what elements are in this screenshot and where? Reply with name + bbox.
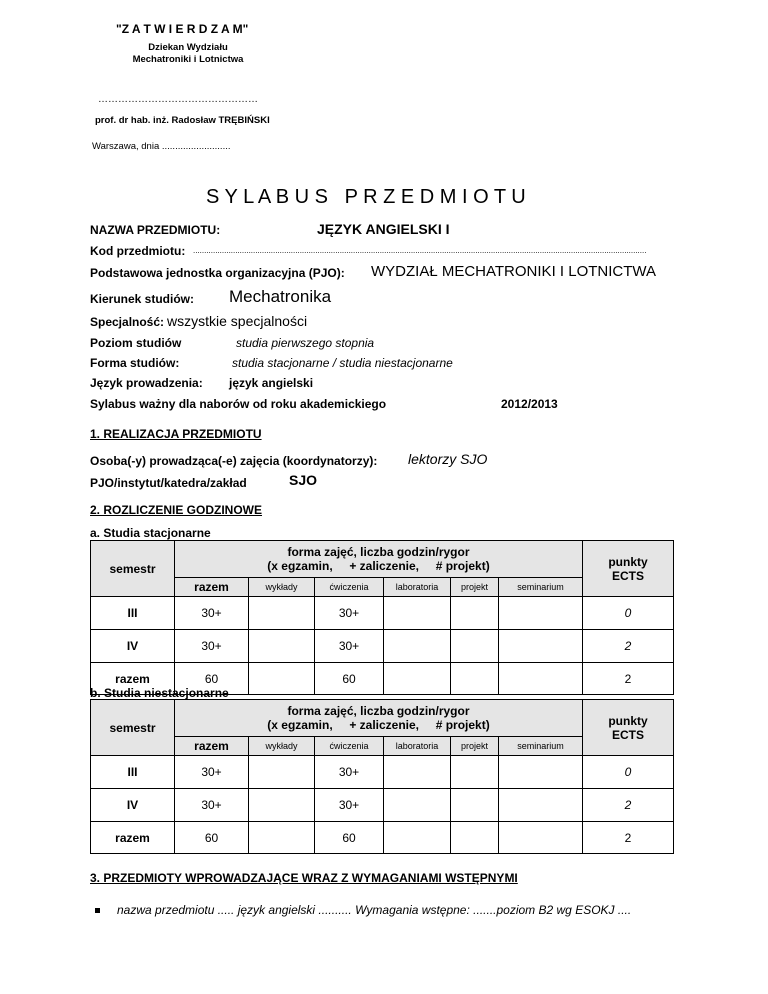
col-lectures: wykłady: [249, 578, 315, 597]
signature-line: …………………………………………: [98, 94, 258, 105]
section1-heading: 1. REALIZACJA PRZEDMIOTU: [90, 427, 262, 441]
direction-value: Mechatronika: [229, 287, 332, 306]
course-name-label: NAZWA PRZEDMIOTU:: [90, 223, 221, 237]
direction-label: Kierunek studiów:: [90, 292, 195, 306]
bullet-icon: [95, 908, 100, 913]
col-seminar: seminarium: [499, 737, 583, 756]
hours-table-full-time: [90, 540, 674, 695]
col-total: razem: [175, 578, 249, 597]
valid-from-value: 2012/2013: [501, 397, 558, 411]
header-semester: semestr: [91, 700, 175, 756]
table-row: III 30+ 30+ 0: [91, 756, 674, 789]
header-form: forma zajęć, liczba godzin/rygor (x egzamin, + zaliczenie, # projekt): [175, 541, 583, 578]
table-a-title: a. Studia stacjonarne: [90, 526, 211, 540]
section2-heading: 2. ROZLICZENIE GODZINOWE: [90, 503, 263, 517]
signatory-name: prof. dr hab. inż. Radosław TRĘBIŃSKI: [95, 115, 270, 126]
col-seminar: seminarium: [499, 578, 583, 597]
unit-value: WYDZIAŁ MECHATRONIKI I LOTNICTWA: [371, 263, 657, 280]
department-value: SJO: [289, 472, 318, 488]
hours-table-part-time: [90, 699, 674, 854]
prerequisite-item: nazwa przedmiotu ..... język angielski .......... Wymagania wstępne: .......poziom B2 wg ESOKJ ....: [117, 903, 632, 917]
course-code-label: Kod przedmiotu:: [90, 244, 186, 258]
col-total: razem: [175, 737, 249, 756]
valid-from-label: Sylabus ważny dla naborów od roku akademickiego: [90, 397, 387, 411]
course-code-dots: ............................................................................................................................................................................................................: [193, 246, 647, 255]
table-row: razem 60 60 2: [91, 663, 674, 695]
place-date: Warszawa, dnia ..........................: [92, 141, 231, 152]
language-value: język angielski: [229, 376, 314, 390]
table-row: III 30+ 30+ 0: [91, 597, 674, 630]
form-value: studia stacjonarne / studia niestacjonarne: [232, 356, 453, 370]
form-label: Forma studiów:: [90, 356, 180, 370]
course-name-value: JĘZYK ANGIELSKI I: [317, 221, 450, 237]
col-lectures: wykłady: [249, 737, 315, 756]
level-value: studia pierwszego stopnia: [236, 336, 375, 350]
instructors-value: lektorzy SJO: [408, 451, 488, 467]
table-b-title: b. Studia niestacjonarne: [90, 686, 229, 700]
approval-stamp: "Z A T W I E R D Z A M": [116, 22, 249, 36]
col-project: projekt: [451, 737, 499, 756]
col-labs: laboratoria: [384, 578, 451, 597]
section3-heading: 3. PRZEDMIOTY WPROWADZAJĄCE WRAZ Z WYMAGANIAMI WSTĘPNYMI: [90, 871, 518, 885]
instructors-label: Osoba(-y) prowadząca(-e) zajęcia (koordynatorzy):: [90, 454, 378, 468]
page-title: S Y L A B U S P R Z E D M I O T U: [206, 186, 526, 208]
level-label: Poziom studiów: [90, 336, 182, 350]
dean-title: Dziekan Wydziału: [148, 42, 228, 53]
col-exercises: ćwiczenia: [315, 737, 384, 756]
header-ects: punkty ECTS: [583, 700, 674, 756]
col-labs: laboratoria: [384, 737, 451, 756]
header-ects: punkty ECTS: [583, 541, 674, 597]
header-form: forma zajęć, liczba godzin/rygor (x egzamin, + zaliczenie, # projekt): [175, 700, 583, 737]
col-exercises: ćwiczenia: [315, 578, 384, 597]
specialty-value: wszystkie specjalności: [167, 313, 308, 329]
table-row: razem 60 60 2: [91, 822, 674, 854]
department-label: PJO/instytut/katedra/zakład: [90, 476, 247, 490]
table-row: IV 30+ 30+ 2: [91, 630, 674, 663]
unit-label: Podstawowa jednostka organizacyjna (PJO):: [90, 266, 345, 280]
language-label: Język prowadzenia:: [90, 376, 203, 390]
faculty-name: Mechatroniki i Lotnictwa: [132, 54, 244, 65]
col-project: projekt: [451, 578, 499, 597]
specialty-label: Specjalność:: [90, 315, 165, 329]
header-semester: semestr: [91, 541, 175, 597]
table-row: IV 30+ 30+ 2: [91, 789, 674, 822]
